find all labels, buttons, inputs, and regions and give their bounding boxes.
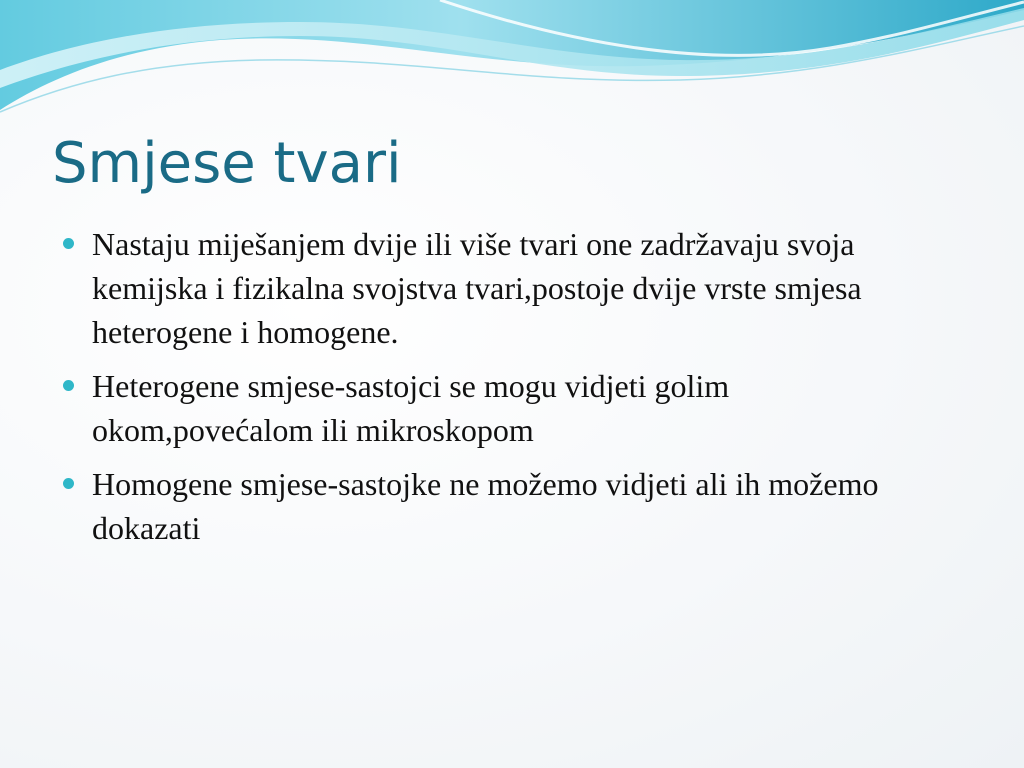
wave-decoration (0, 0, 1024, 130)
bullet-marker-icon (63, 478, 74, 489)
list-item (62, 462, 942, 550)
bullet-text: Homogene smjese-sastojke ne možemo vidjeti ali ih možemo dokazati (92, 466, 879, 546)
list-item (62, 364, 942, 452)
bullet-text: Heterogene smjese-sastojci se mogu vidjeti golim okom,povećalom ili mikroskopom (92, 368, 730, 448)
list-item (62, 222, 942, 354)
bullet-marker-icon (63, 380, 74, 391)
bullet-text: Nastaju miješanjem dvije ili više tvari one zadržavaju svoja kemijska i fizikalna svojstva tvari,postoje dvije vrste smjesa heterogene i homogene. (92, 226, 862, 350)
bullet-list (62, 222, 942, 560)
bullet-marker-icon (63, 238, 74, 249)
slide-title: Smjese tvari (52, 131, 402, 196)
